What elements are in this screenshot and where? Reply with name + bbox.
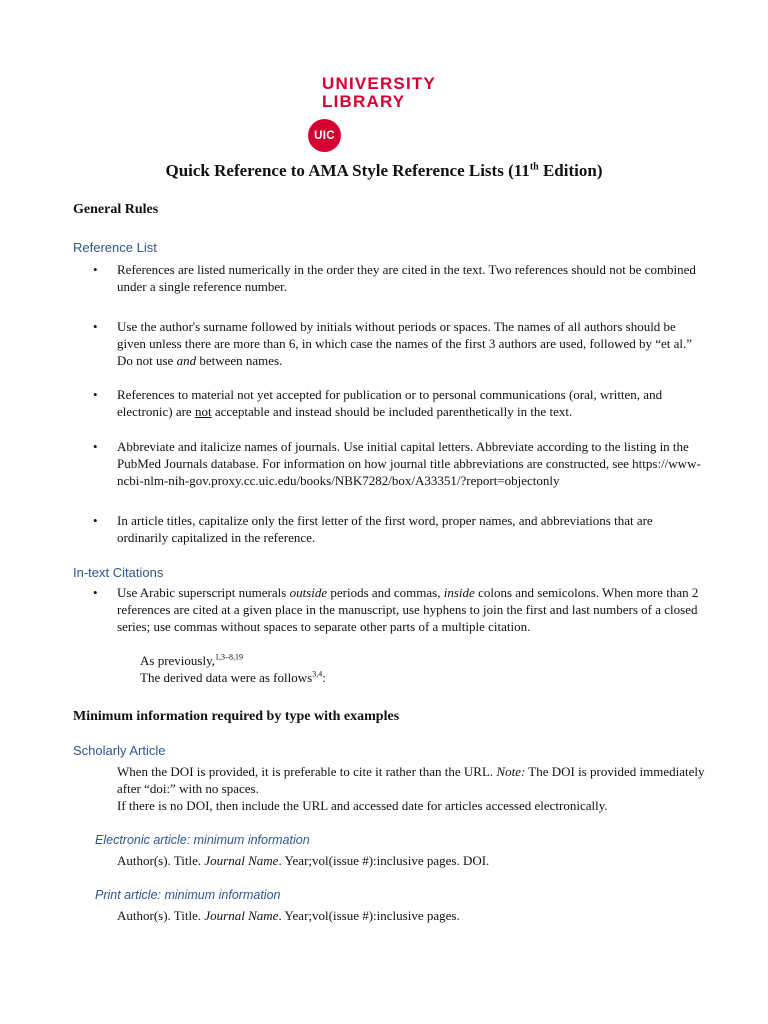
- page-title: [0, 161, 768, 181]
- citation-example-2: The derived data were as follows$^{3,4}$:: [140, 669, 326, 685]
- bullet-dot-icon: •: [93, 585, 98, 600]
- logo-line-library: LIBRARY: [322, 92, 406, 111]
- logo-line-university: UNIVERSITY: [322, 74, 437, 93]
- title-superscript: th: [529, 161, 539, 173]
- bullet-superscript-numerals: [93, 584, 703, 635]
- heading-general-rules: General Rules: [73, 202, 159, 217]
- bullet-article-titles: [93, 512, 703, 546]
- uic-badge-icon: UIC: [308, 119, 341, 152]
- bullet-text: References to material not yet accepted for publication or to personal communications (oral, written, and electronic) are not acceptable and instead should be included parenthetically in the text.: [117, 387, 663, 419]
- bullet-numbering: [93, 261, 703, 295]
- university-library-logo: [314, 74, 472, 142]
- bullet-author-names: [93, 318, 703, 369]
- title-main: Quick Reference to AMA Style Reference Lists (11: [165, 161, 530, 180]
- bullet-dot-icon: •: [93, 319, 98, 334]
- heading-in-text-citations: In-text Citations: [73, 565, 164, 580]
- print-article-format: Author(s). Title. Journal Name. Year;vol(issue #):inclusive pages.: [117, 908, 460, 923]
- bullet-text: In article titles, capitalize only the first letter of the first word, proper names, and abbreviations that are ordinarily capitalized in the reference.: [117, 513, 653, 545]
- citation-example-1: As previously,$^{1,3-8,19}$: [140, 652, 243, 668]
- bullet-text: Abbreviate and italicize names of journals. Use initial capital letters. Abbreviate according to the listing in the PubMed Journals database. For information on how journal title abbreviations are constructed, see https://www-ncbi-nlm-nih-gov.proxy.cc.uic.edu/books/NBK7282/box/A33351/?report=objectonly: [117, 439, 701, 488]
- electronic-article-format: Author(s). Title. Journal Name. Year;vol(issue #):inclusive pages. DOI.: [117, 853, 490, 868]
- heading-print-article: Print article: minimum information: [95, 888, 281, 902]
- bullet-dot-icon: •: [93, 513, 98, 528]
- scholarly-url-note: If there is no DOI, then include the URL and accessed date for articles accessed electronically.: [117, 798, 608, 813]
- heading-minimum-information: Minimum information required by type with examples: [73, 709, 400, 724]
- heading-reference-list: Reference List: [73, 240, 157, 255]
- bullet-text: Use Arabic superscript numerals outside periods and commas, inside colons and semicolons. When more than 2 references are cited at a given place in the manuscript, use hyphens to join the first and last numbers of a closed series; use commas without spaces to separate other parts of a multiple citation.: [117, 585, 699, 634]
- scholarly-doi-note: When the DOI is provided, it is preferable to cite it rather than the URL. Note: The DOI is provided immediately after “doi:” with no spaces.: [117, 764, 705, 796]
- title-edition: Edition): [538, 161, 603, 180]
- bullet-dot-icon: •: [93, 439, 98, 454]
- heading-scholarly-article: Scholarly Article: [73, 743, 166, 758]
- bullet-text: Use the author's surname followed by initials without periods or spaces. The names of all authors should be given unless there are more than 6, in which case the names of the first 3 authors are used, followed by “et al.” Do not use and between names.: [117, 319, 693, 368]
- bullet-dot-icon: •: [93, 387, 98, 402]
- bullet-unpublished-material: [93, 386, 703, 420]
- heading-electronic-article: Electronic article: minimum information: [95, 833, 310, 847]
- bullet-dot-icon: •: [93, 262, 98, 277]
- bullet-journal-abbreviations: [93, 438, 703, 489]
- bullet-text: References are listed numerically in the order they are cited in the text. Two references should not be combined under a single reference number.: [117, 262, 696, 294]
